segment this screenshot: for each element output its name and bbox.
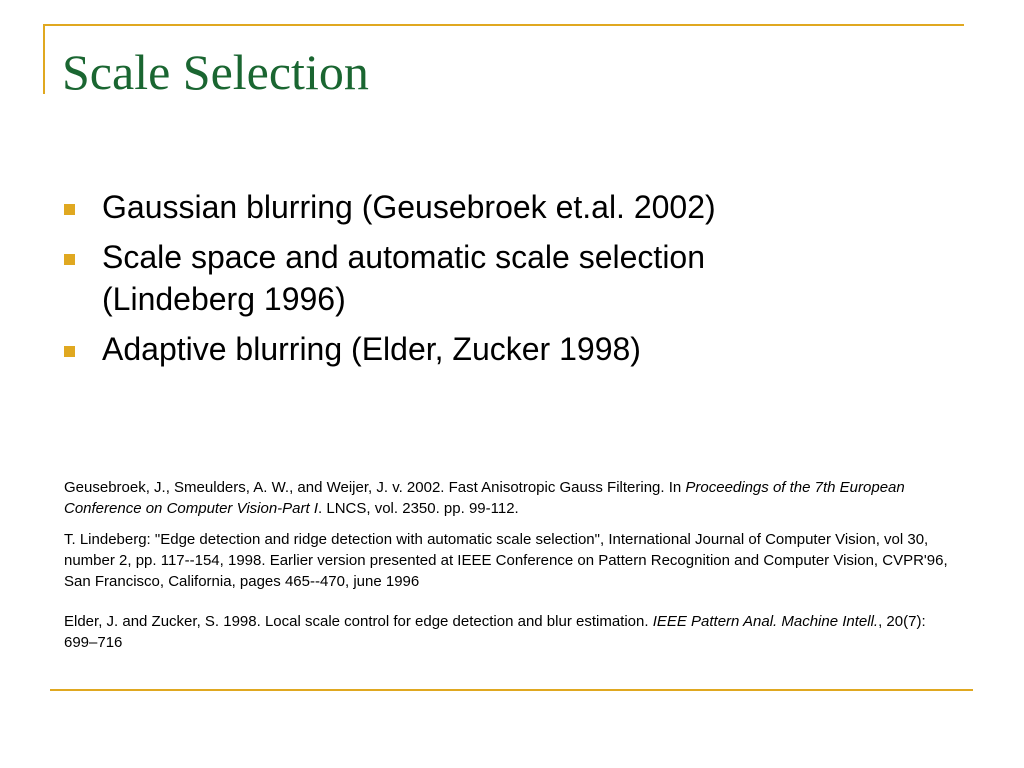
- square-bullet-icon: [64, 254, 75, 265]
- bullet-item-gaussian-blurring: [64, 186, 864, 228]
- top-border-line: [43, 24, 964, 26]
- reference-elder-zucker: [64, 611, 954, 653]
- bottom-border-line: [50, 689, 973, 691]
- bullet-item-scale-space: [64, 236, 864, 320]
- bullet-item-adaptive-blurring: [64, 328, 864, 370]
- reference-details: , 20(7): 699–716: [64, 613, 926, 651]
- reference-geusebroek: [64, 477, 954, 519]
- reference-text: Elder, J. and Zucker, S. 1998. Local scale control for edge detection and blur estimation.: [64, 613, 653, 630]
- reference-venue: Proceedings of the 7th European Conference on Computer Vision-Part I: [64, 479, 905, 517]
- reference-venue: IEEE Pattern Anal. Machine Intell.: [652, 613, 879, 630]
- left-border-line: [43, 24, 45, 94]
- bullet-list: [64, 186, 864, 378]
- square-bullet-icon: [64, 346, 75, 357]
- reference-lindeberg: T. Lindeberg: "Edge detection and ridge detection with automatic scale selection", International Journal of Computer Vision, vol 30, number 2, pp. 117--154, 1998. Earlier version presented at IEEE Conference on Pattern Recognition and Computer Vision, CVPR'96, San Francisco, California, pages 465--470, june 1996: [64, 531, 948, 590]
- reference-details: . LNCS, vol. 2350. pp. 99-112.: [318, 500, 519, 517]
- square-bullet-icon: [64, 204, 75, 215]
- bullet-text: Scale space and automatic scale selection (Lindeberg 1996): [102, 239, 706, 317]
- bullet-text: Gaussian blurring (Geusebroek et.al. 2002): [102, 189, 716, 225]
- slide-title: Scale Selection: [62, 44, 369, 100]
- references-section: [64, 477, 954, 653]
- bullet-text: Adaptive blurring (Elder, Zucker 1998): [102, 331, 641, 367]
- reference-text: Geusebroek, J., Smeulders, A. W., and Weijer, J. v. 2002. Fast Anisotropic Gauss Filtering. In: [64, 479, 686, 496]
